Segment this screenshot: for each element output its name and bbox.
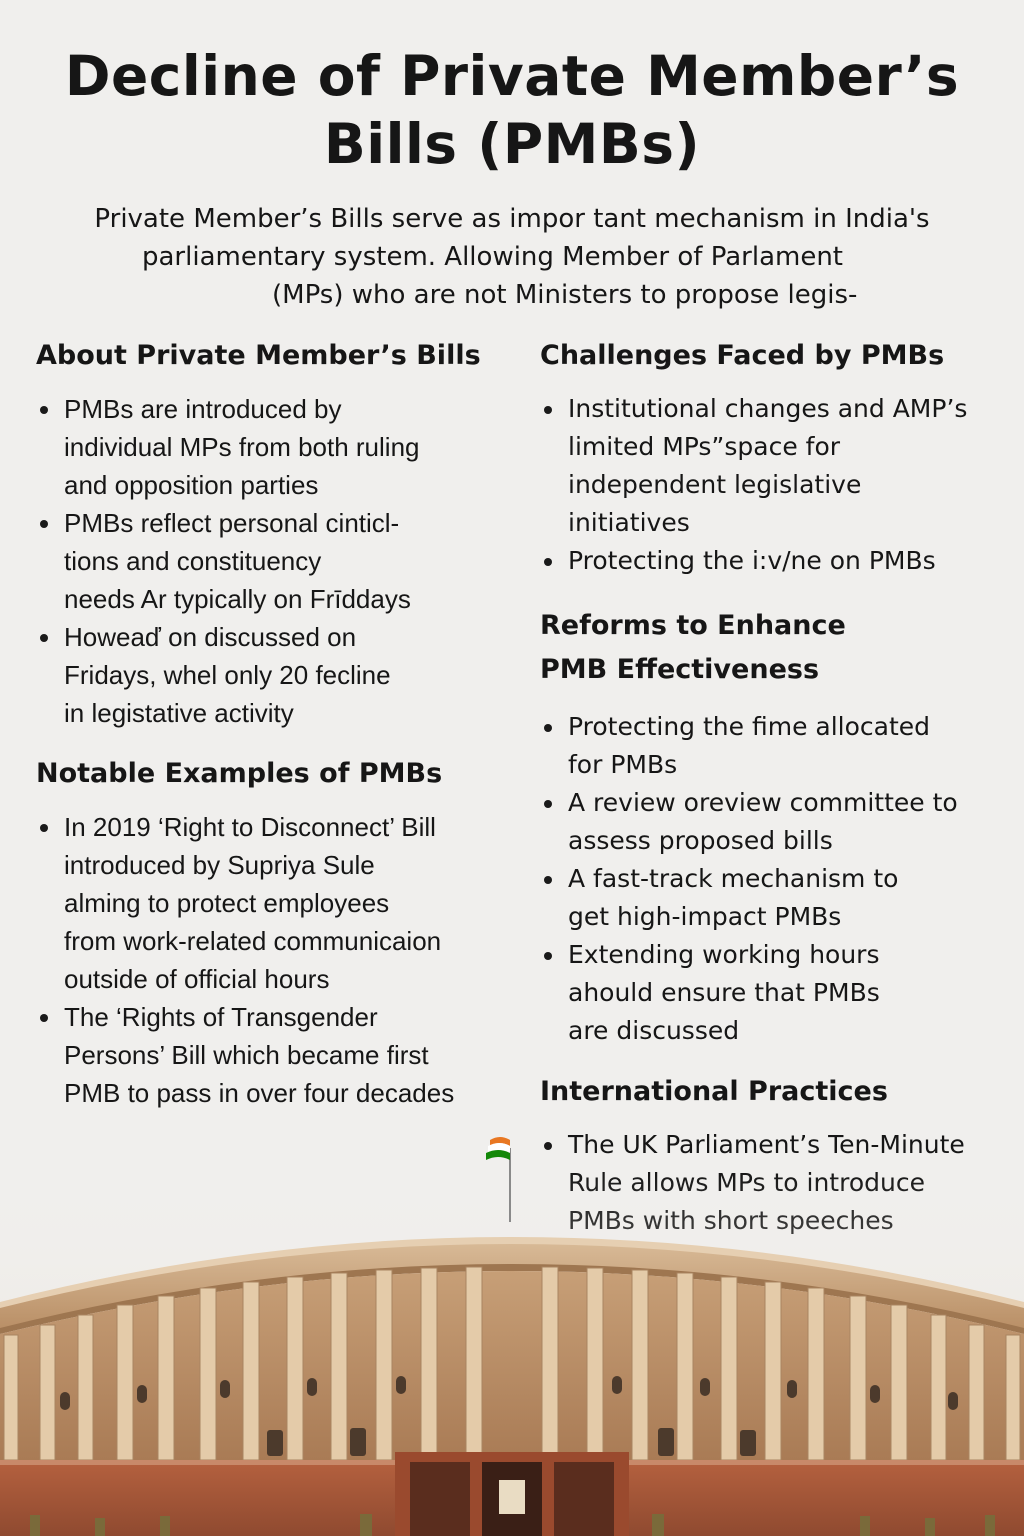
intro-line: parliamentary system. Allowing Member of Parlament — [142, 242, 843, 272]
list-item: Protecting the fime allocated for PMBs — [540, 708, 1000, 784]
about-section — [36, 338, 506, 732]
list-item: Protecting the i:v/ne on PMBs — [540, 542, 1000, 580]
list-item: Extending working hours ahould ensure that PMBs are discussed — [540, 936, 1000, 1050]
examples-section — [36, 756, 506, 1112]
list-item: Institutional changes and AMP’s limited MPs”space for independent legislative initiatives — [540, 390, 1000, 542]
list-item: A fast-track mechanism to get high-impact PMBs — [540, 860, 1000, 936]
parliament-building-illustration — [0, 1130, 1024, 1536]
challenges-section — [540, 338, 1000, 580]
list-item: PMBs are introduced by individual MPs from both ruling and opposition parties — [36, 390, 506, 504]
list-item: A review oreview committee to assess proposed bills — [540, 784, 1000, 860]
right-column — [540, 338, 1000, 1264]
page-title: Decline of Private Member’s Bills (PMBs) — [64, 44, 960, 176]
list-item: In 2019 ‘Right to Disconnect’ Bill introduced by Supriya Sule alming to protect employees from work-related communicaion outside of official hours — [36, 808, 506, 998]
list-item: The ‘Rights of Transgender Persons’ Bill which became first PMB to pass in over four decades — [36, 998, 506, 1112]
entrance — [395, 1452, 629, 1536]
reforms-section — [540, 604, 1000, 1050]
challenges-heading: Challenges Faced by PMBs — [540, 340, 945, 371]
international-heading: International Practices — [540, 1076, 888, 1107]
intro-paragraph — [0, 200, 1024, 314]
challenges-list — [540, 390, 1000, 580]
list-item: PMBs reflect personal cinticl- tions and constituency needs Ar typically on Frīddays — [36, 504, 506, 618]
reforms-list — [540, 708, 1000, 1050]
examples-list — [36, 808, 506, 1112]
list-item: The UK Parliament’s Ten-Minute — [540, 1126, 1000, 1240]
left-column — [36, 338, 506, 1136]
list-item: Howeaď on discussed on Fridays, whel only 20 fecline in legistative activity — [36, 618, 506, 732]
intro-line: Private Member’s Bills serve as impor tant mechanism in India's — [94, 204, 930, 234]
examples-heading: Notable Examples of PMBs — [36, 758, 443, 789]
intro-line: (MPs) who are not Ministers to propose legis- — [272, 280, 858, 310]
about-heading: About Private Member’s Bills — [36, 340, 481, 371]
reforms-heading: Reforms to Enhance PMB Effectiveness — [540, 610, 846, 685]
about-list — [36, 390, 506, 732]
